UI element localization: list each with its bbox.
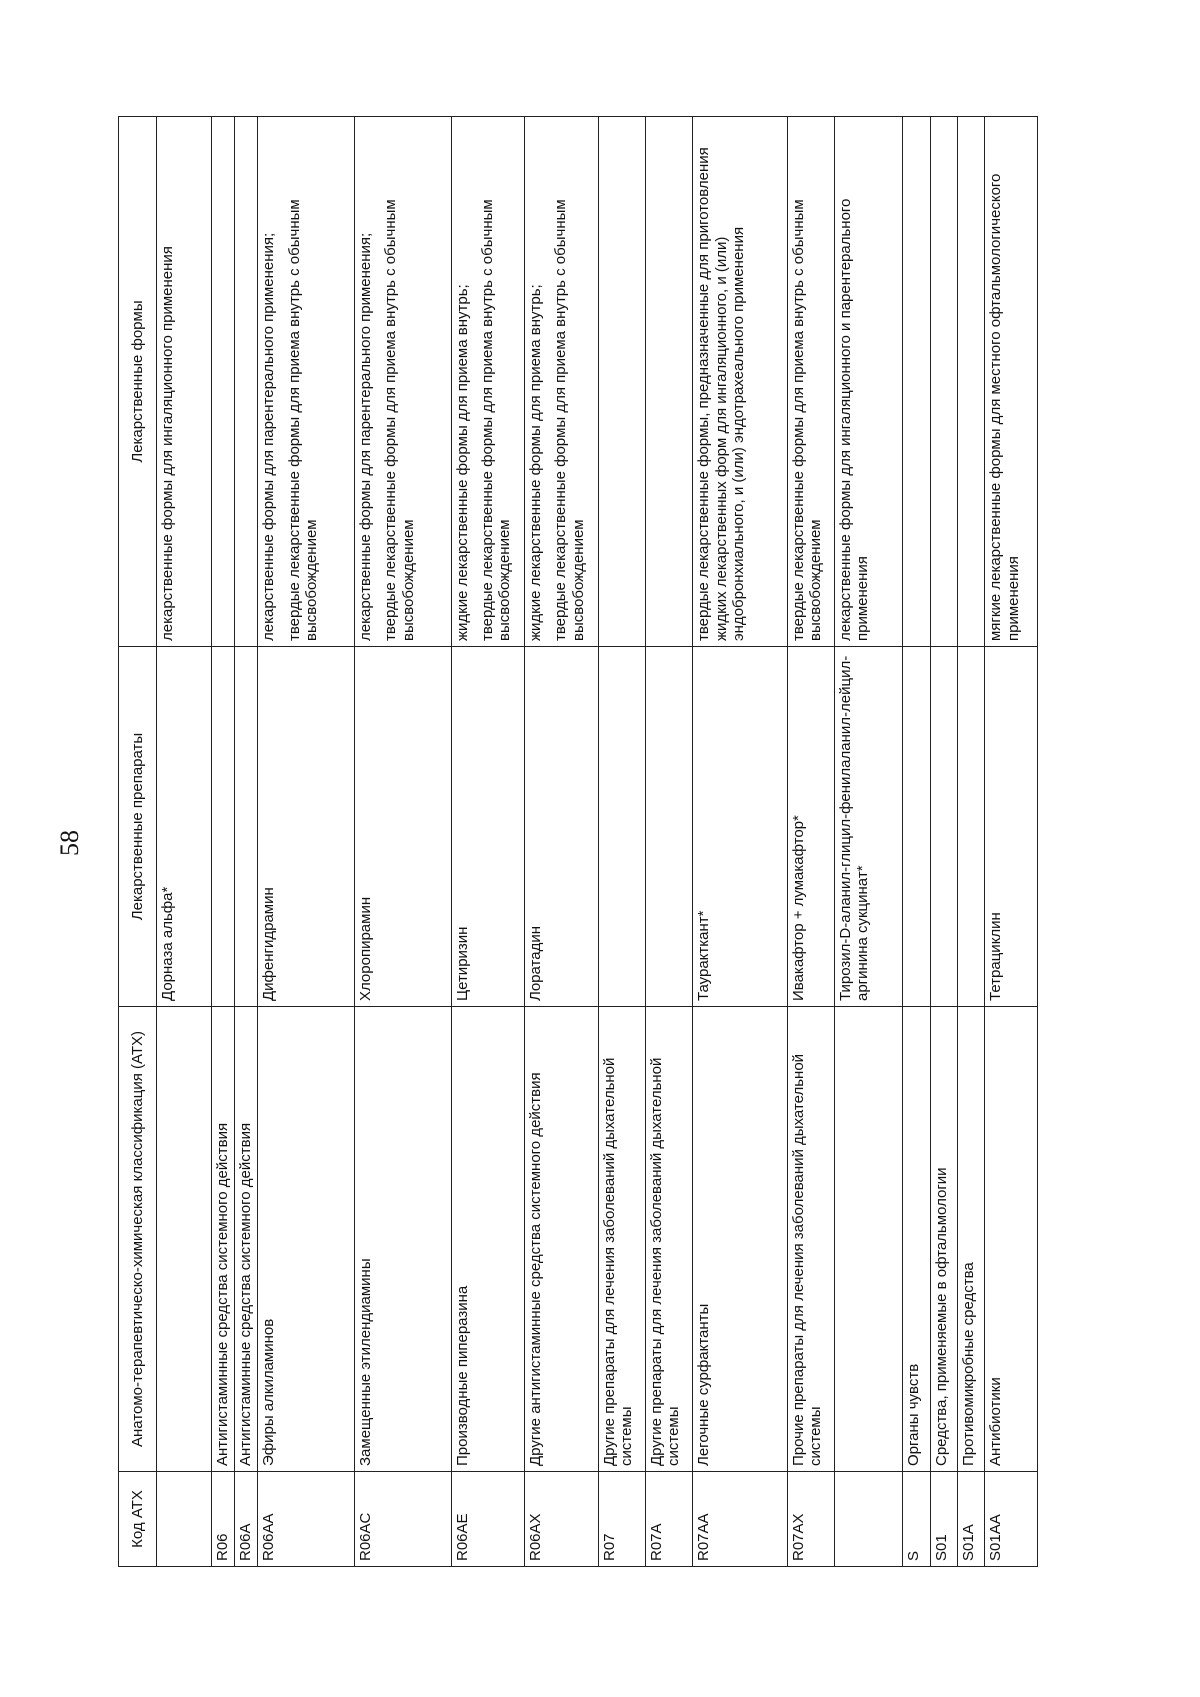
cell-code: R07 (598, 1472, 645, 1567)
cell-code: R06AA (258, 1472, 355, 1567)
table-row (451, 117, 525, 1567)
cell-code (157, 1472, 212, 1567)
cell-forms (451, 117, 525, 647)
table-header-row (119, 117, 157, 1567)
cell-drug (646, 647, 693, 1007)
cell-drug (958, 647, 985, 1007)
cell-drug (903, 647, 930, 1007)
cell-code: R06A (235, 1472, 258, 1567)
cell-drug: Хлоропирамин (355, 647, 452, 1007)
cell-atc: Средства, применяемые в офтальмологии (930, 1007, 957, 1472)
drug-classification-table (118, 116, 1038, 1567)
form-entry: жидкие лекарственные формы для приема внутрь; (527, 284, 545, 641)
header-atc: Анатомо-терапевтическо-химическая классификация (АТХ) (119, 1007, 157, 1472)
cell-drug (598, 647, 645, 1007)
cell-forms (157, 117, 212, 647)
cell-code: R06AC (355, 1472, 452, 1567)
table-row (157, 117, 212, 1567)
cell-drug (930, 647, 957, 1007)
form-entry: лекарственные формы для ингаляционного применения (159, 246, 176, 641)
cell-atc (835, 1007, 903, 1472)
rotated-table-container (118, 117, 1038, 1567)
cell-drug: Тетрациклин (985, 647, 1038, 1007)
cell-forms (787, 117, 834, 647)
cell-code: R07AA (693, 1472, 788, 1567)
form-entry: лекарственные формы для парентерального применения; (260, 232, 278, 641)
cell-forms (930, 117, 957, 647)
form-entry: твердые лекарственные формы, предназначенные для приготовления жидких лекарственных форм для ингаляционного, и (или) эндобронхиального, и (или) эндотрахеального применения (695, 147, 747, 641)
cell-code: R07A (646, 1472, 693, 1567)
cell-atc: Легочные сурфактанты (693, 1007, 788, 1472)
form-entry: твердые лекарственные формы для приема внутрь с обычным высвобождением (478, 199, 514, 641)
cell-code: R06 (211, 1472, 234, 1567)
form-entry: твердые лекарственные формы для приема внутрь с обычным высвобождением (789, 199, 825, 641)
table-row (235, 117, 258, 1567)
cell-forms (525, 117, 599, 647)
cell-code: R06AX (525, 1472, 599, 1567)
cell-atc: Противомикробные средства (958, 1007, 985, 1472)
table-body (157, 117, 1038, 1567)
table-row (598, 117, 645, 1567)
cell-atc: Антигистаминные средства системного действия (211, 1007, 234, 1472)
form-entry: жидкие лекарственные формы для приема внутрь; (453, 284, 471, 641)
cell-drug: Тирозил-D-аланил-глицил-фенилаланил-лейцил-аргинина сукцинат* (835, 647, 903, 1007)
table-row (958, 117, 985, 1567)
cell-code: R06AE (451, 1472, 525, 1567)
cell-atc: Эфиры алкиламинов (258, 1007, 355, 1472)
cell-atc: Прочие препараты для лечения заболеваний дыхательной системы (787, 1007, 834, 1472)
table-row (211, 117, 234, 1567)
header-code: Код АТХ (119, 1472, 157, 1567)
cell-code: R07AX (787, 1472, 834, 1567)
cell-code: S01 (930, 1472, 957, 1567)
cell-drug: Лоратадин (525, 647, 599, 1007)
cell-atc: Органы чувств (903, 1007, 930, 1472)
table-row (985, 117, 1038, 1567)
cell-forms (355, 117, 452, 647)
cell-code: S01A (958, 1472, 985, 1567)
cell-drug: Дифенгидрамин (258, 647, 355, 1007)
header-drugs: Лекарственные препараты (119, 647, 157, 1007)
cell-forms (903, 117, 930, 647)
form-entry: твердые лекарственные формы для приема внутрь с обычным высвобождением (285, 199, 320, 641)
cell-atc: Производные пиперазина (451, 1007, 525, 1472)
cell-forms (646, 117, 693, 647)
cell-drug (235, 647, 258, 1007)
header-forms: Лекарственные формы (119, 117, 157, 647)
cell-code: S01AA (985, 1472, 1038, 1567)
cell-code: S (903, 1472, 930, 1567)
cell-forms (693, 117, 788, 647)
table-row (646, 117, 693, 1567)
cell-drug (211, 647, 234, 1007)
table-row (525, 117, 599, 1567)
cell-atc: Антигистаминные средства системного действия (235, 1007, 258, 1472)
cell-forms (235, 117, 258, 647)
table-row (355, 117, 452, 1567)
cell-forms (211, 117, 234, 647)
cell-forms (958, 117, 985, 647)
form-entry: твердые лекарственные формы для приема внутрь с обычным высвобождением (382, 199, 417, 641)
cell-atc: Антибиотики (985, 1007, 1038, 1472)
cell-forms (985, 117, 1038, 647)
form-entry: лекарственные формы для парентерального применения; (357, 232, 375, 641)
cell-drug: Дорназа альфа* (157, 647, 212, 1007)
table-row (258, 117, 355, 1567)
cell-atc: Другие антигистаминные средства системного действия (525, 1007, 599, 1472)
form-entry: лекарственные формы для ингаляционного и парентерального применения (837, 198, 872, 641)
table-row (693, 117, 788, 1567)
cell-atc: Другие препараты для лечения заболеваний дыхательной системы (646, 1007, 693, 1472)
form-entry: мягкие лекарственные формы для местного офтальмологического применения (987, 173, 1022, 641)
cell-atc: Замещенные этилендиамины (355, 1007, 452, 1472)
cell-forms (258, 117, 355, 647)
cell-atc: Другие препараты для лечения заболеваний дыхательной системы (598, 1007, 645, 1472)
cell-forms (598, 117, 645, 647)
cell-code (835, 1472, 903, 1567)
cell-drug: Ивакафтор + лумакафтор* (787, 647, 834, 1007)
cell-atc (157, 1007, 212, 1472)
cell-drug: Цетиризин (451, 647, 525, 1007)
table-row (930, 117, 957, 1567)
table-row (903, 117, 930, 1567)
table-row (835, 117, 903, 1567)
form-entry: твердые лекарственные формы для приема внутрь с обычным высвобождением (552, 199, 587, 641)
cell-forms (835, 117, 903, 647)
table-row (787, 117, 834, 1567)
page-number: 58 (55, 830, 84, 856)
cell-drug: Тауракткант* (693, 647, 788, 1007)
